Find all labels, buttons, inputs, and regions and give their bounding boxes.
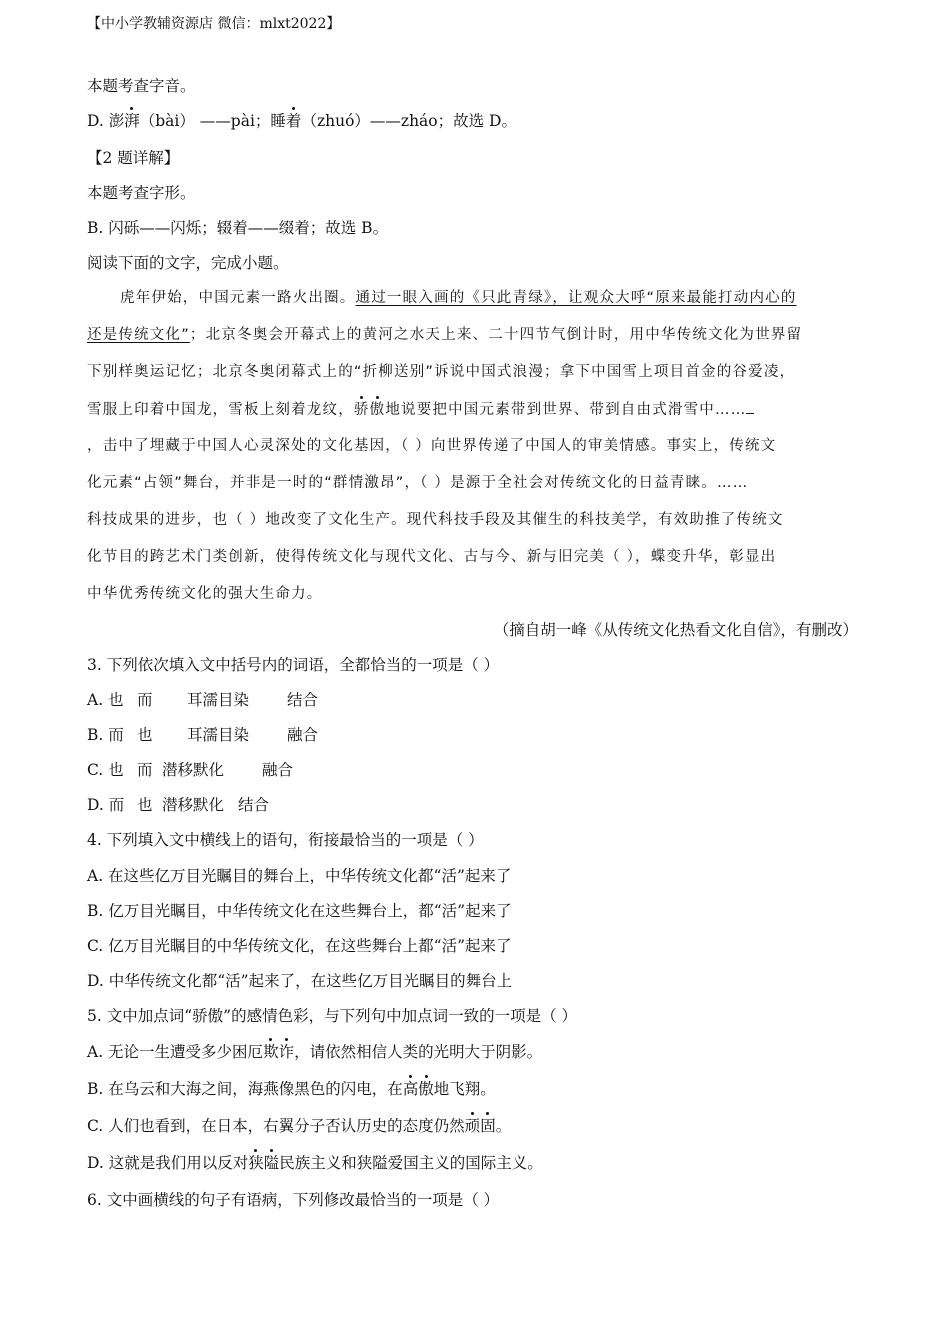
underlined-sentence: 还是传统文化” xyxy=(87,327,190,343)
passage-line-7: 科技成果的进步，也（ ）地改变了文化生产。现代科技手段及其催生的科技美学，有效助推了传统文 xyxy=(87,512,784,528)
emphasis-char: 狭 xyxy=(248,1154,264,1172)
passage-text: 虎年伊始，中国元素一路火出圈。 xyxy=(120,290,356,306)
passage-line-4 xyxy=(87,399,754,420)
option-cell: B. 而 xyxy=(87,726,124,744)
option-cell: 结合 xyxy=(238,796,270,814)
q1-answer xyxy=(87,111,517,131)
option-text: C. 人们也看到，在日本，右翼分子否认历史的态度仍然 xyxy=(87,1117,465,1135)
option-text: B. 在乌云和大海之间，海燕像黑色的闪电，在 xyxy=(87,1080,403,1098)
q4-stem: 4. 下列填入文中横线上的语句，衔接最恰当的一项是（ ） xyxy=(87,831,484,849)
option-cell: 耳濡目染 xyxy=(187,726,250,744)
q1-answer-part: （zhuó）——zháo；故选 D。 xyxy=(301,112,517,130)
passage-line-1 xyxy=(120,288,797,308)
q5-option-c xyxy=(87,1116,511,1136)
option-cell: D. 而 xyxy=(87,796,125,814)
passage-text: 雪服上印着中国龙，雪板上刻着龙纹， xyxy=(87,402,354,418)
underlined-sentence: 通过一眼入画的《只此青绿》，让观众大呼“原来最能打动内心的 xyxy=(355,290,797,306)
q2-answer: B. 闪砾——闪烁；辍着——缀着；故选 B。 xyxy=(87,219,389,237)
q5-option-a xyxy=(87,1042,542,1062)
q1-answer-part: （bài） ——pài；睡 xyxy=(139,112,286,130)
q3-stem: 3. 下列依次填入文中括号内的词语，全都恰当的一项是（ ） xyxy=(87,656,500,674)
q4-option-c: C. 亿万目光瞩目的中华传统文化，在这些舞台上都“活”起来了 xyxy=(87,937,512,955)
emphasis-char: 顽 xyxy=(464,1117,481,1135)
emphasis-char: 高 xyxy=(402,1080,419,1098)
option-cell: 也 xyxy=(137,726,153,744)
passage-line-3: 下别样奥运记忆；北京冬奥闭幕式上的“折柳送别”诉说中国式浪漫；拿下中国雪上项目首金的谷爱凌， xyxy=(87,364,796,380)
option-text: D. 这就是我们用以反对 xyxy=(87,1154,249,1172)
option-cell: 而 xyxy=(137,691,153,709)
passage-line-9: 中华优秀传统文化的强大生命力。 xyxy=(87,586,323,602)
option-cell: 融合 xyxy=(287,726,319,744)
option-cell: 而 xyxy=(137,761,153,779)
q5-stem: 5. 文中加点词“骄傲”的感情色彩，与下列句中加点词一致的一项是（ ） xyxy=(87,1007,577,1025)
q4-option-b: B. 亿万目光瞩目，中华传统文化在这些舞台上，都“活”起来了 xyxy=(87,902,512,920)
option-text: 地飞翔。 xyxy=(433,1080,496,1098)
option-cell: 潜移默化 xyxy=(162,761,225,779)
fill-blank-line xyxy=(746,399,754,414)
emphasis-char: 湃 xyxy=(124,112,140,130)
passage-text: ；北京冬奥会开幕式上的黄河之水天上来、二十四节气倒计时，用中华传统文化为世界留 xyxy=(189,327,803,343)
q2-intro: 本题考查字形。 xyxy=(87,184,196,202)
option-text: 。 xyxy=(495,1117,512,1135)
option-cell: 也 xyxy=(137,796,153,814)
q3-option-c xyxy=(87,760,293,780)
emphasis-char: 欺 xyxy=(263,1043,279,1061)
option-text: A. 无论一生遭受多少困厄 xyxy=(87,1043,264,1061)
q1-intro: 本题考查字音。 xyxy=(87,77,196,95)
emphasis-char: 隘 xyxy=(263,1154,280,1172)
passage-line-5: ，击中了埋藏于中国人心灵深处的文化基因，（ ）向世界传递了中国人的审美情感。事实上，传统文 xyxy=(87,438,777,454)
option-text: ，请依然相信人类的光明大于阴影。 xyxy=(294,1043,543,1061)
passage-line-8: 化节目的跨艺术门类创新，使得传统文化与现代文化、古与今、新与旧完美（ ），蝶变升华，彰显出 xyxy=(87,549,777,565)
option-cell: C. 也 xyxy=(87,761,124,779)
q1-answer-part: D. 澎 xyxy=(87,112,125,130)
q4-option-d: D. 中华传统文化都“活”起来了，在这些亿万目光瞩目的舞台上 xyxy=(87,972,513,990)
passage-source: （摘自胡一峰《从传统文化热看文化自信》，有删改） xyxy=(493,621,858,639)
reading-instruction: 阅读下面的文字，完成小题。 xyxy=(87,254,289,272)
passage-line-2 xyxy=(87,325,802,345)
passage-line-6: 化元素“占领”舞台，并非是一时的“群情激昂”，（ ）是源于全社会对传统文化的日益青睐。…… xyxy=(87,475,749,491)
q3-option-d xyxy=(87,795,269,815)
emphasis-char: 诈 xyxy=(278,1043,295,1061)
emphasis-char: 傲 xyxy=(418,1080,434,1098)
option-text: 民族主义和狭隘爱国主义的国际主义。 xyxy=(279,1154,543,1172)
passage-text: 地说要把中国元素带到世界、带到自由式滑雪中…… xyxy=(385,402,747,418)
q2-title: 【2 题详解】 xyxy=(87,149,180,167)
watermark-header: 【中小学教辅资源店 微信：mlxt2022】 xyxy=(87,16,341,32)
q3-option-b xyxy=(87,725,318,745)
q5-option-b xyxy=(87,1079,496,1099)
option-cell: 耳濡目染 xyxy=(187,691,250,709)
q4-option-a: A. 在这些亿万目光瞩目的舞台上，中华传统文化都“活”起来了 xyxy=(87,867,512,885)
option-cell: A. 也 xyxy=(87,691,124,709)
option-cell: 融合 xyxy=(262,761,294,779)
q3-option-a xyxy=(87,690,318,710)
q6-stem: 6. 文中画横线的句子有语病，下列修改最恰当的一项是（ ） xyxy=(87,1191,500,1209)
option-cell: 结合 xyxy=(287,691,319,709)
emphasis-char: 骄 xyxy=(353,402,370,418)
emphasis-char: 傲 xyxy=(369,402,386,418)
emphasis-char: 固 xyxy=(480,1117,496,1135)
q5-option-d xyxy=(87,1153,543,1173)
emphasis-char: 着 xyxy=(285,112,302,130)
option-cell: 潜移默化 xyxy=(162,796,225,814)
